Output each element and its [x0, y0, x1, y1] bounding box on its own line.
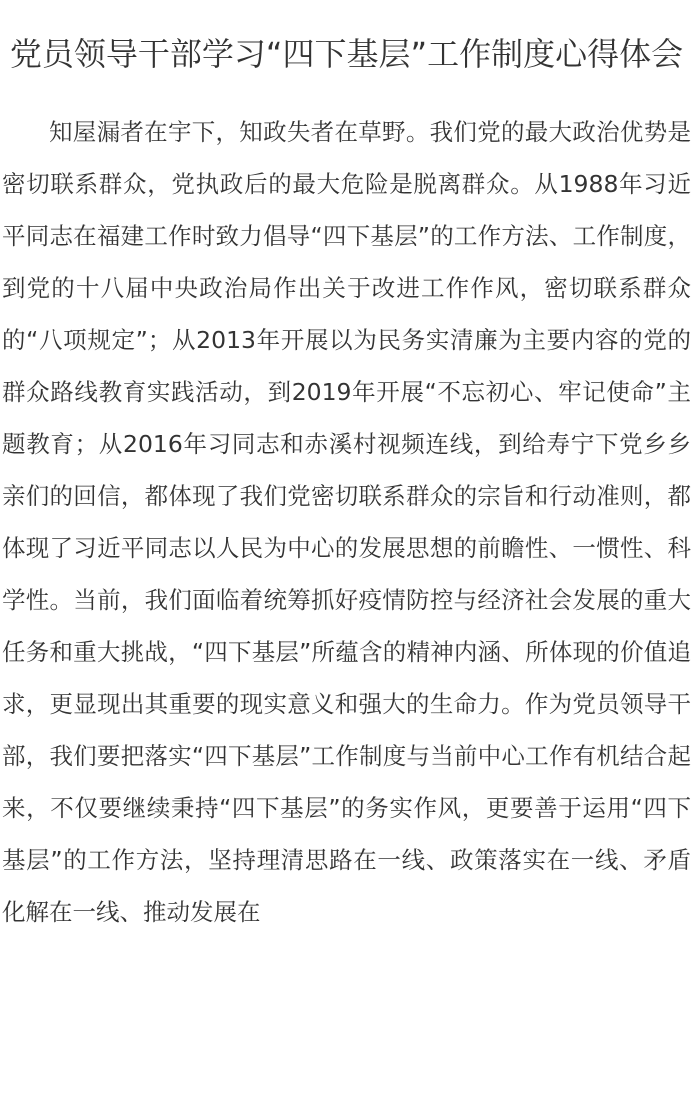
article-paragraph: 知屋漏者在宇下，知政失者在草野。我们党的最大政治优势是密切联系群众，党执政后的最大危险是脱离群众。从1988年习近平同志在福建工作时致力倡导“四下基层”的工作方法、工作制度，到党的十八届中央政治局作出关于改进工作作风，密切联系群众的“八项规定”；从2013年开展以为民务实清廉为主要内容的党的群众路线教育实践活动，到2019年开展“不忘初心、牢记使命”主题教育；从2016年习同志和赤溪村视频连线，到给寿宁下党乡乡亲们的回信，都体现了我们党密切联系群众的宗旨和行动准则，都体现了习近平同志以人民为中心的发展思想的前瞻性、一惯性、科学性。当前，我们面临着统筹抓好疫情防控与经济社会发展的重大任务和重大挑战，“四下基层”所蕴含的精神内涵、所体现的价值追求，更显现出其重要的现实意义和强大的生命力。作为党员领导干部，我们要把落实“四下基层”工作制度与当前中心工作有机结合起来，不仅要继续秉持“四下基层”的务实作风，更要善于运用“四下基层”的工作方法，坚持理清思路在一线、政策落实在一线、矛盾化解在一线、推动发展在	[2, 118, 691, 926]
article-title: 党员领导干部学习“四下基层”工作制度心得体会	[9, 35, 684, 73]
